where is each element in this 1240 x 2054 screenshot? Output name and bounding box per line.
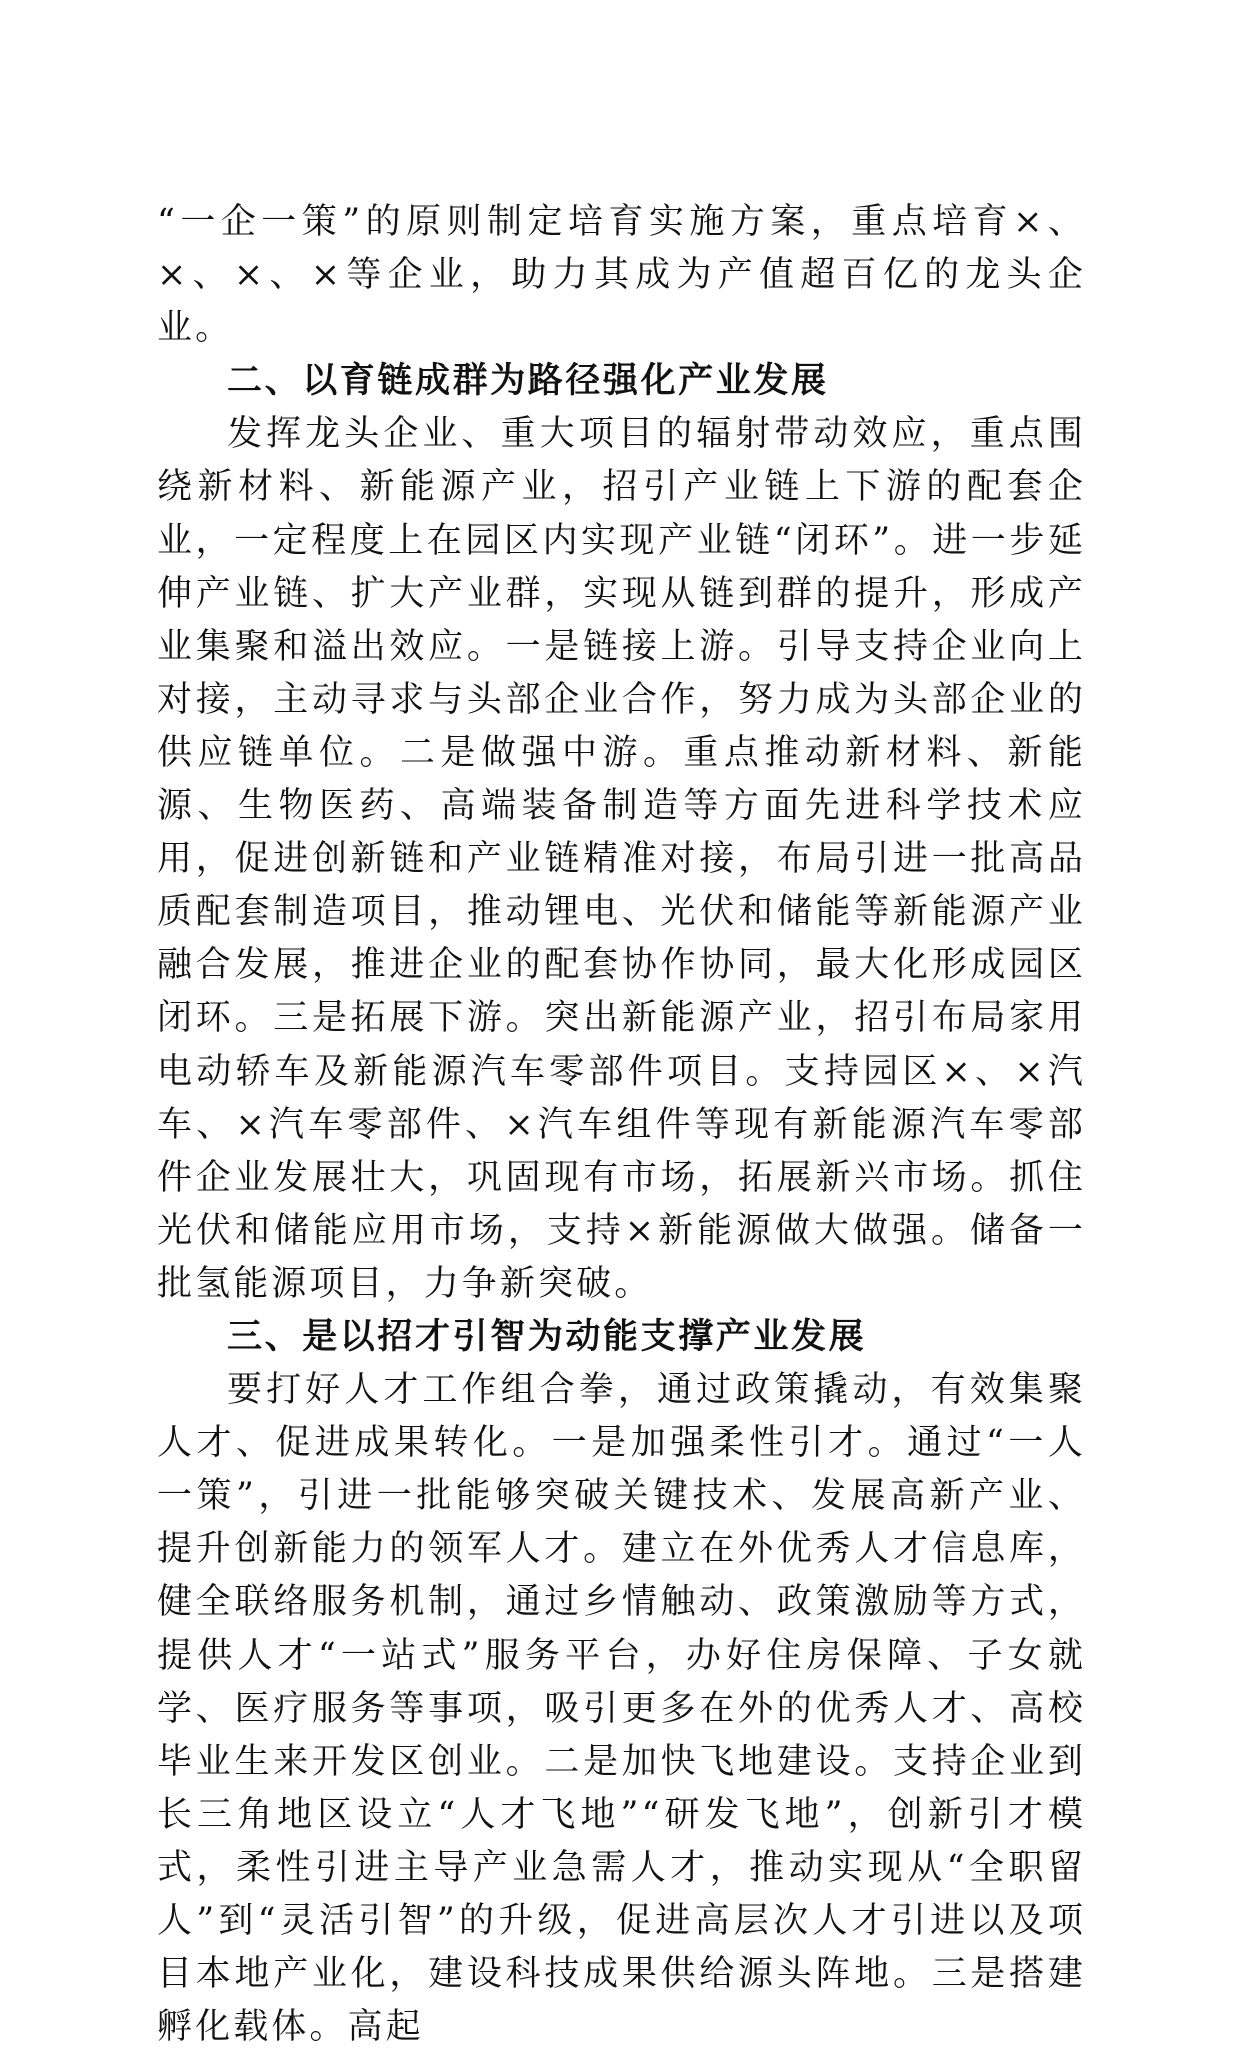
section-2-heading: 二、以育链成群为路径强化产业发展 [227,361,829,402]
continuation-paragraph: “一企一策”的原则制定培育实施方案，重点培育×、×、×、×等企业，助力其成为产值超百亿的龙头企业。 [157,202,1086,349]
section-3-paragraph: 要打好人才工作组合拳，通过政策撬动，有效集聚人才、促进成果转化。一是加强柔性引才。通过“一人一策”，引进一批能够突破关键技术、发展高新产业、提升创新能力的领军人才。建立在外优秀人才信息库，健全联络服务机制，通过乡情触动、政策激励等方式，提供人才“一站式”服务平台，办好住房保障、子女就学、医疗服务等事项，吸引更多在外的优秀人才、高校毕业生来开发区创业。二是加快飞地建设。支持企业到长三角地区设立“人才飞地”“研发飞地”，创新引才模式，柔性引进主导产业急需人才，推动实现从“全职留人”到“灵活引智”的升级，促进高层次人才引进以及项目本地产业化，建设科技成果供给源头阵地。三是搭建孵化载体。高起 [157,1370,1086,2048]
section-3-heading: 三、是以招才引智为动能支撑产业发展 [227,1316,867,1357]
section-2-paragraph: 发挥龙头企业、重大项目的辐射带动效应，重点围绕新材料、新能源产业，招引产业链上下游的配套企业，一定程度上在园区内实现产业链“闭环”。进一步延伸产业链、扩大产业群，实现从链到群的提升，形成产业集聚和溢出效应。一是链接上游。引导支持企业向上对接，主动寻求与头部企业合作，努力成为头部企业的供应链单位。二是做强中游。重点推动新材料、新能源、生物医药、高端装备制造等方面先进科学技术应用，促进创新链和产业链精准对接，布局引进一批高品质配套制造项目，推动锂电、光伏和储能等新能源产业融合发展，推进企业的配套协作协同，最大化形成园区闭环。三是拓展下游。突出新能源产业，招引布局家用电动轿车及新能源汽车零部件项目。支持园区×、×汽车、×汽车零部件、×汽车组件等现有新能源汽车零部件企业发展壮大，巩固现有市场，拓展新兴市场。抓住光伏和储能应用市场，支持×新能源做大做强。储备一批氢能源项目，力争新突破。 [157,414,1086,1304]
